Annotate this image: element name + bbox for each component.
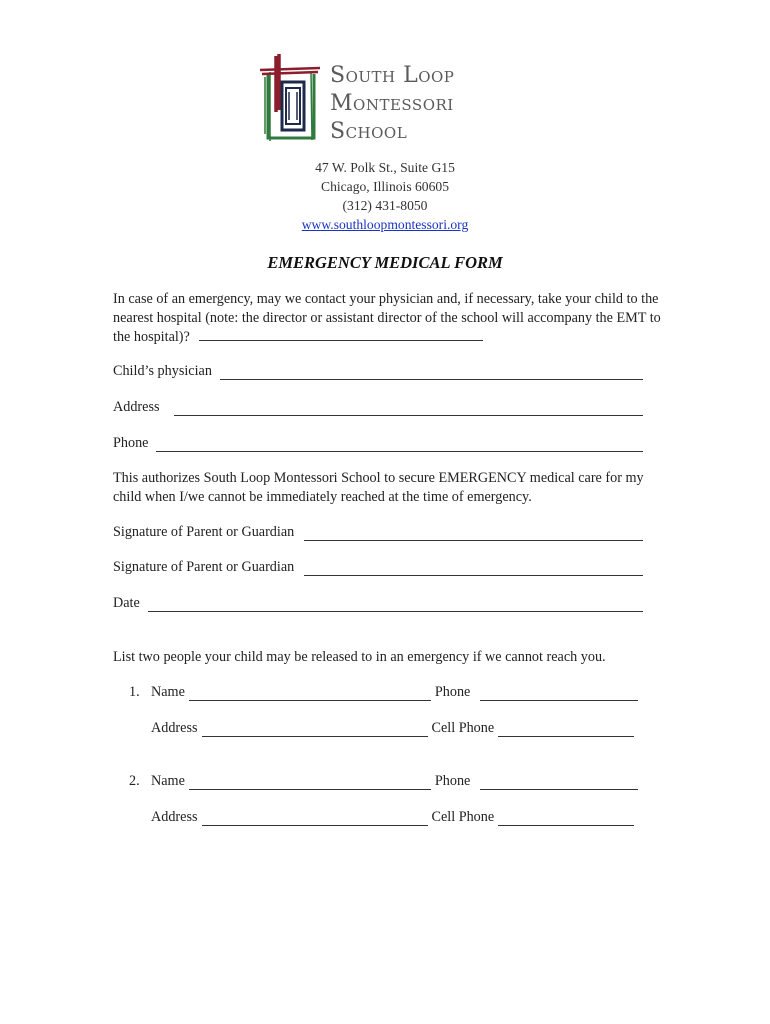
school-logo-mark-icon <box>258 52 322 147</box>
phone-label: Phone <box>113 435 149 451</box>
contact-1-name-label: Name <box>151 684 185 700</box>
contact-2-address-row <box>151 808 634 826</box>
contact-2-cell-label: Cell Phone <box>431 809 495 825</box>
website-link[interactable]: www.southloopmontessori.org <box>301 217 469 232</box>
contact-1-cell-field[interactable] <box>498 723 634 737</box>
logo-line-1: South Loop <box>330 63 455 88</box>
school-phone: (312) 431-8050 <box>342 198 428 213</box>
physician-field[interactable] <box>220 366 643 380</box>
contact-2-name-row <box>129 772 638 790</box>
signature1-label: Signature of Parent or Guardian <box>113 524 295 540</box>
signature2-row <box>113 558 643 576</box>
street-address: 47 W. Polk St., Suite G15 <box>315 160 455 175</box>
logo-line-2: Montessori <box>330 91 454 116</box>
signature2-label: Signature of Parent or Guardian <box>113 559 295 575</box>
contact-2-phone-field[interactable] <box>480 776 638 790</box>
contact-1-name-field[interactable] <box>189 687 431 701</box>
contact-1-phone-label: Phone <box>434 684 471 700</box>
signature1-row <box>113 523 643 541</box>
contact-1-cell-label: Cell Phone <box>431 720 495 736</box>
city-state: Chicago, Illinois 60605 <box>321 179 449 194</box>
contact-2-phone-label: Phone <box>434 773 471 789</box>
address-label: Address <box>113 399 160 415</box>
logo-line-3: School <box>330 119 408 144</box>
contact-1-address-field[interactable] <box>202 723 428 737</box>
contact-2-name-label: Name <box>151 773 185 789</box>
signature1-field[interactable] <box>304 527 643 541</box>
intro-text: In case of an emergency, may we contact your physician and, if necessary, take your child to the nearest hospital (note: the director or assistant director of the school will accompany the EMT to the hospital)? <box>113 291 661 345</box>
physician-row <box>113 362 643 380</box>
intro-paragraph <box>113 290 673 347</box>
contact-1-number: 1. <box>129 684 140 700</box>
physician-label: Child’s physician <box>113 363 212 379</box>
school-name <box>330 62 454 146</box>
form-title: EMERGENCY MEDICAL FORM <box>267 253 503 272</box>
address-field[interactable] <box>174 402 644 416</box>
contact-2-cell-field[interactable] <box>498 812 634 826</box>
contact-2-name-field[interactable] <box>189 776 431 790</box>
contact-1-address-label: Address <box>151 720 198 736</box>
contact-1-address-row <box>151 719 634 737</box>
contact-2-address-label: Address <box>151 809 198 825</box>
release-intro: List two people your child may be released to in an emergency if we cannot reach you. <box>113 649 606 665</box>
signature2-field[interactable] <box>304 562 643 576</box>
contact-1-phone-field[interactable] <box>480 687 638 701</box>
date-row <box>113 594 643 612</box>
authorization-paragraph: This authorizes South Loop Montessori School to secure EMERGENCY medical care for my child when I/we cannot be immediately reached at the time of emergency. <box>113 470 644 505</box>
date-field[interactable] <box>148 598 643 612</box>
contact-2-number: 2. <box>129 773 140 789</box>
date-label: Date <box>113 595 140 611</box>
contact-1-name-row <box>129 683 638 701</box>
address-row <box>113 398 643 416</box>
consent-answer-field[interactable] <box>199 327 483 341</box>
contact-2-address-field[interactable] <box>202 812 428 826</box>
school-address-block <box>0 158 770 234</box>
phone-field[interactable] <box>156 438 643 452</box>
phone-row <box>113 434 643 452</box>
school-logo <box>258 52 518 152</box>
